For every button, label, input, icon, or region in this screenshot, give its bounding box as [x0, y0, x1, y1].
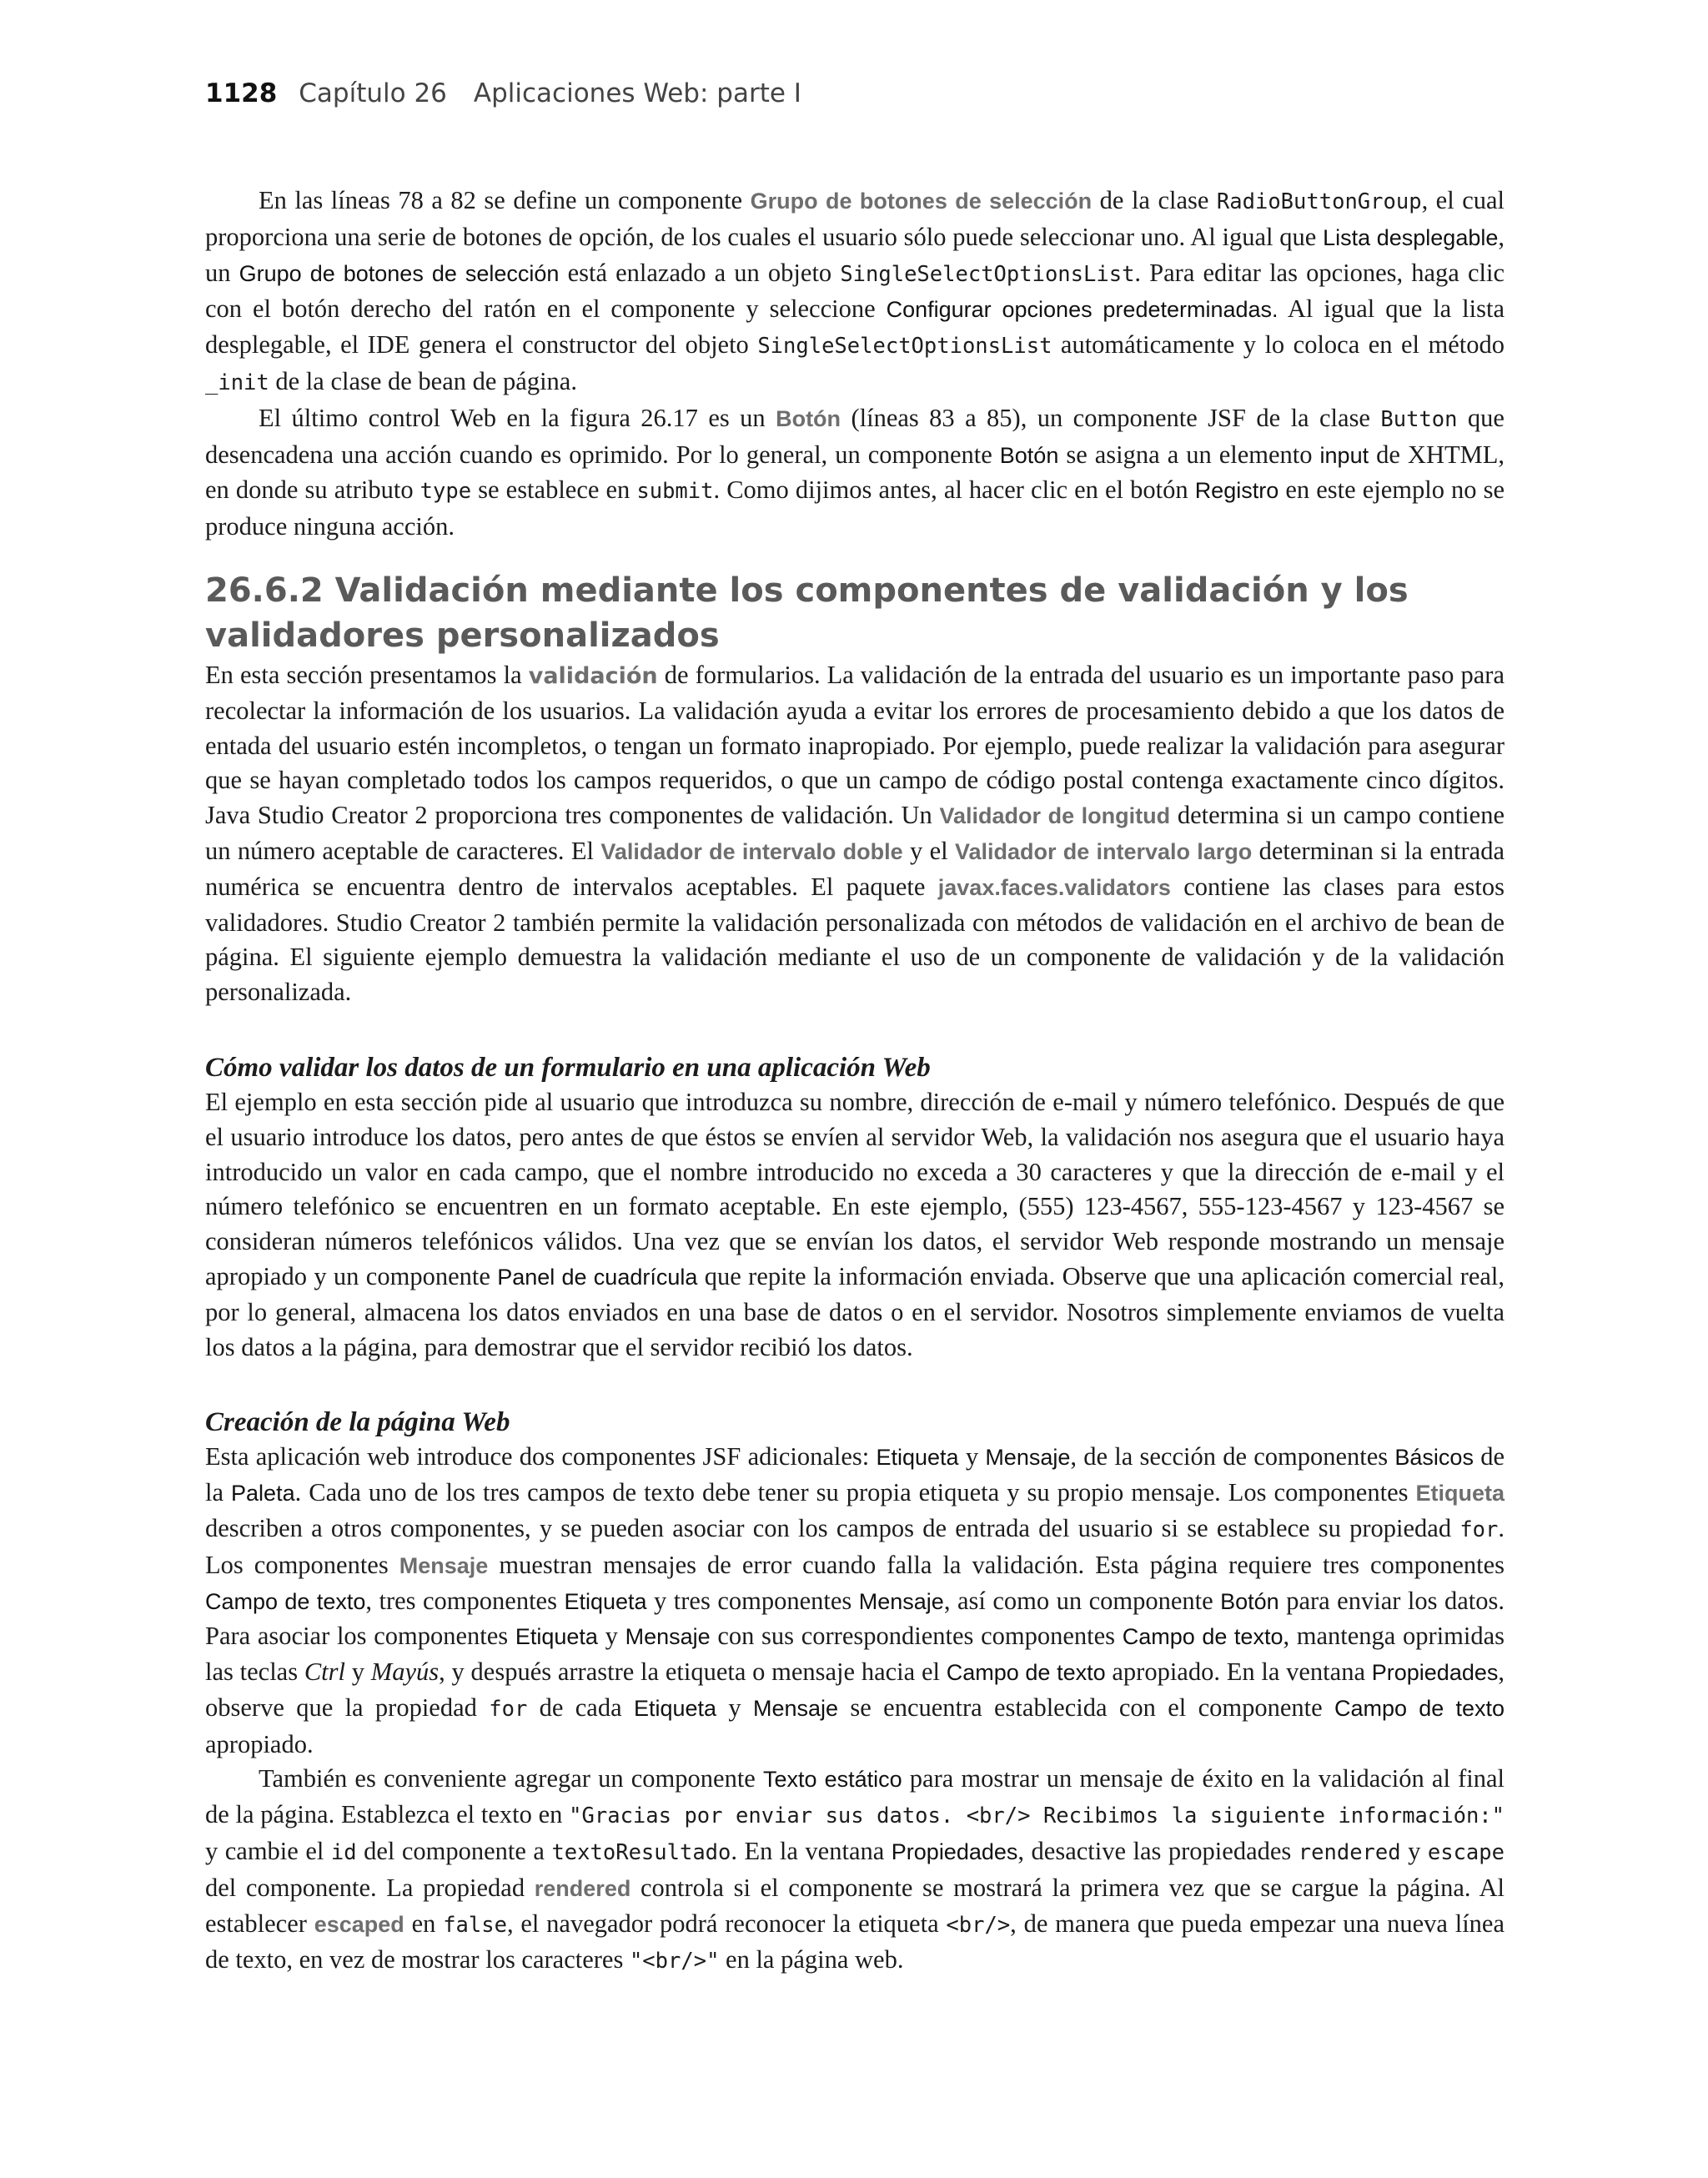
paragraph-validation: En esta sección presentamos la validación de formularios. La validación de la entrada del usuario es un importante paso para recolectar la información de los usuarios. La validación ayuda a evitar los errores de procesamiento debido a que los datos de entada del usuario estén incompletos, o tengan un formato inapropiado. Por ejemplo, puede realizar la validación para asegurar que se hayan completado todos los campos requeridos, o que un campo de código postal contenga exactamente cinco dígitos. Java Studio Creator 2 proporciona tres componentes de validación. Un Validador de longitud determina si un campo contiene un número aceptable de caracteres. El Validador de intervalo doble y el Validador de intervalo largo determinan si la entrada numérica se encuentra dentro de intervalos aceptables. El paquete javax.faces.validators contiene las clases para estos validadores. Studio Creator 2 también permite la validación personalizada con métodos de validación en el archivo de bean de página. El siguiente ejemplo demuestra la validación mediante el uso de un componente de validación y de la validación personalizada. — [205, 660, 1505, 1007]
key-term: validación — [528, 662, 658, 689]
paragraph-static-text: También es conveniente agregar un componente Texto estático para mostrar un mensaje de éxito en la validación al final de la página. Establezca el texto en "Gracias por enviar sus datos. <br/> Recibimos la siguiente información:" y cambie el id del componente a textoResultado. En la ventana Propiedades, desactive las propiedades rendered y escape del componente. La propiedad rendered controla si el componente se mostrará la primera vez que se cargue la página. Al establecer escaped en false, el navegador podrá reconocer la etiqueta <br/>, de manera que pueda empezar una nueva línea de texto, en vez de mostrar los caracteres "<br/>" en la página web. — [205, 1764, 1505, 1974]
ui-term: Botón — [999, 442, 1059, 468]
code-term: textoResultado — [551, 1840, 731, 1866]
ui-term: Etiqueta — [564, 1588, 647, 1614]
ui-term: Propiedades — [891, 1839, 1018, 1865]
page-number: 1128 — [205, 78, 278, 108]
ui-term: Mensaje — [625, 1624, 711, 1650]
code-term: id — [330, 1840, 357, 1866]
code-term: false — [443, 1912, 507, 1938]
code-term: submit — [636, 479, 714, 505]
ui-term: Botón — [776, 405, 841, 431]
code-term: SingleSelectOptionsList — [757, 334, 1052, 360]
paragraph-button: El último control Web en la figura 26.17 es un Botón (líneas 83 a 85), un componente JSF de la clase Button que desencadena una acción cuando es oprimido. Por lo general, un componente Botón se asigna a un elemento input de XHTML, en donde su atributo type se establece en submit. Como dijimos antes, al hacer clic en el botón Registro en este ejemplo no se produce ninguna acción. — [205, 403, 1505, 541]
ui-term: Etiqueta — [633, 1695, 717, 1721]
paragraph-components: Esta aplicación web introduce dos componentes JSF adicionales: Etiqueta y Mensaje, de la sección de componentes Básicos de la Paleta. Cada uno de los tres campos de texto debe tener su propia etiqueta y su propio mensaje. Los componentes Etiqueta describen a otros componentes, y se pueden asociar con los campos de entrada del usuario si se establece su propiedad for. Los componentes Mensaje muestran mensajes de error cuando falla la validación. Esta página requiere tres componentes Campo de texto, tres componentes Etiqueta y tres componentes Mensaje, así como un componente Botón para enviar los datos. Para asociar los componentes Etiqueta y Mensaje con sus correspondientes componentes Campo de texto, mantenga oprimidas las teclas Ctrl y Mayús, y después arrastre la etiqueta o mensaje hacia el Campo de texto apropiado. En la ventana Propiedades, observe que la propiedad for de cada Etiqueta y Mensaje se encuentra establecida con el componente Campo de texto apropiado. — [205, 1442, 1505, 1758]
ui-term: Texto estático — [763, 1767, 902, 1793]
ui-term: Etiqueta — [515, 1624, 598, 1650]
ui-term: Validador de intervalo largo — [954, 838, 1253, 864]
code-term: RadioButtonGroup — [1216, 189, 1422, 214]
code-term: "Gracias por enviar sus datos. <br/> Recibimos la siguiente información:" — [569, 1803, 1505, 1829]
ui-term: Propiedades — [1371, 1660, 1499, 1686]
ui-term: Etiqueta — [1415, 1481, 1505, 1506]
code-term: for — [489, 1696, 528, 1722]
chapter-title: Aplicaciones Web: parte I — [473, 78, 801, 108]
ui-term: Campo de texto — [1122, 1624, 1284, 1650]
key-name: Mayús — [370, 1657, 440, 1687]
ui-term: rendered — [534, 1875, 631, 1901]
ui-term: Grupo de botones de selección — [239, 260, 560, 286]
ui-term: Mensaje — [858, 1588, 944, 1614]
code-term: Button — [1380, 406, 1458, 432]
ui-term: Grupo de botones de selección — [750, 189, 1093, 214]
code-term: type — [419, 479, 472, 505]
section-heading: 26.6.2 Validación mediante los componentes de validación y los validadores personalizados — [205, 571, 1409, 655]
ui-term: Configurar opciones predeterminadas. — [886, 297, 1278, 323]
ui-term: Paleta — [231, 1481, 295, 1506]
ui-term: input — [1319, 442, 1369, 468]
page-body — [205, 184, 1505, 1979]
code-term: SingleSelectOptionsList — [840, 261, 1135, 287]
code-term: for — [1459, 1517, 1499, 1542]
ui-term: javax.faces.validators — [937, 874, 1171, 900]
ui-term: Mensaje — [399, 1552, 489, 1578]
ui-term: Mensaje — [753, 1695, 839, 1721]
ui-term: Básicos — [1394, 1445, 1474, 1471]
code-term: <br/> — [946, 1912, 1011, 1938]
code-term: escape — [1427, 1840, 1505, 1866]
ui-term: Campo de texto — [1334, 1695, 1505, 1721]
subheading-validate-form: Cómo validar los datos de un formulario en una aplicación Web — [205, 1052, 931, 1083]
subheading-create-page: Creación de la página Web — [205, 1407, 510, 1438]
running-header — [205, 78, 801, 108]
paragraph-example: El ejemplo en esta sección pide al usuario que introduzca su nombre, dirección de e-mail y número telefónico. Después de que el usuario introduce los datos, pero antes de que éstos se envíen al servidor Web, la validación nos asegura que el usuario haya introducido un valor en cada campo, que el nombre introducido no exceda a 30 caracteres y que la dirección de e-mail y el número telefónico se encuentren en un formato aceptable. En este ejemplo, (555) 123-4567, 555-123-4567 y 123-4567 se consideran números telefónicos válidos. Una vez que se envían los datos, el servidor Web responde mostrando un mensaje apropiado y un componente Panel de cuadrícula que repite la información enviada. Observe que una aplicación comercial real, por lo general, almacena los datos enviados en una base de datos o en el servidor. Nosotros simplemente enviamos de vuelta los datos a la página, para demostrar que el servidor recibió los datos. — [205, 1087, 1505, 1361]
ui-term: Botón — [1220, 1588, 1279, 1614]
code-term: "<br/>" — [629, 1949, 720, 1974]
ui-term: Panel de cuadrícula — [497, 1264, 698, 1290]
ui-term: Mensaje — [985, 1445, 1071, 1471]
ui-term: Validador de longitud — [939, 803, 1171, 829]
code-term: _init — [205, 370, 269, 395]
ui-term: Registro — [1194, 478, 1279, 504]
ui-term: escaped — [314, 1911, 404, 1937]
chapter-label: Capítulo 26 — [299, 78, 447, 108]
paragraph-radiobuttongroup: En las líneas 78 a 82 se define un componente Grupo de botones de selección de la clase RadioButtonGroup, el cual proporciona una serie de botones de opción, de los cuales el usuario sólo puede seleccionar uno. Al igual que Lista desplegable, un Grupo de botones de selección está enlazado a un objeto SingleSelectOptionsList. Para editar las opciones, haga clic con el botón derecho del ratón en el componente y seleccione Configurar opciones predeterminadas. Al igual que la lista desplegable, el IDE genera el constructor del objeto SingleSelectOptionsList automáticamente y lo coloca en el método _init de la clase de bean de página. — [205, 186, 1505, 395]
ui-term: Etiqueta — [876, 1445, 959, 1471]
key-name: Ctrl — [304, 1657, 346, 1687]
ui-term: Campo de texto — [946, 1660, 1106, 1686]
ui-term: Campo de texto — [205, 1588, 366, 1614]
ui-term: Lista desplegable — [1323, 224, 1499, 250]
ui-term: Validador de intervalo doble — [600, 838, 903, 864]
code-term: rendered — [1298, 1840, 1401, 1866]
